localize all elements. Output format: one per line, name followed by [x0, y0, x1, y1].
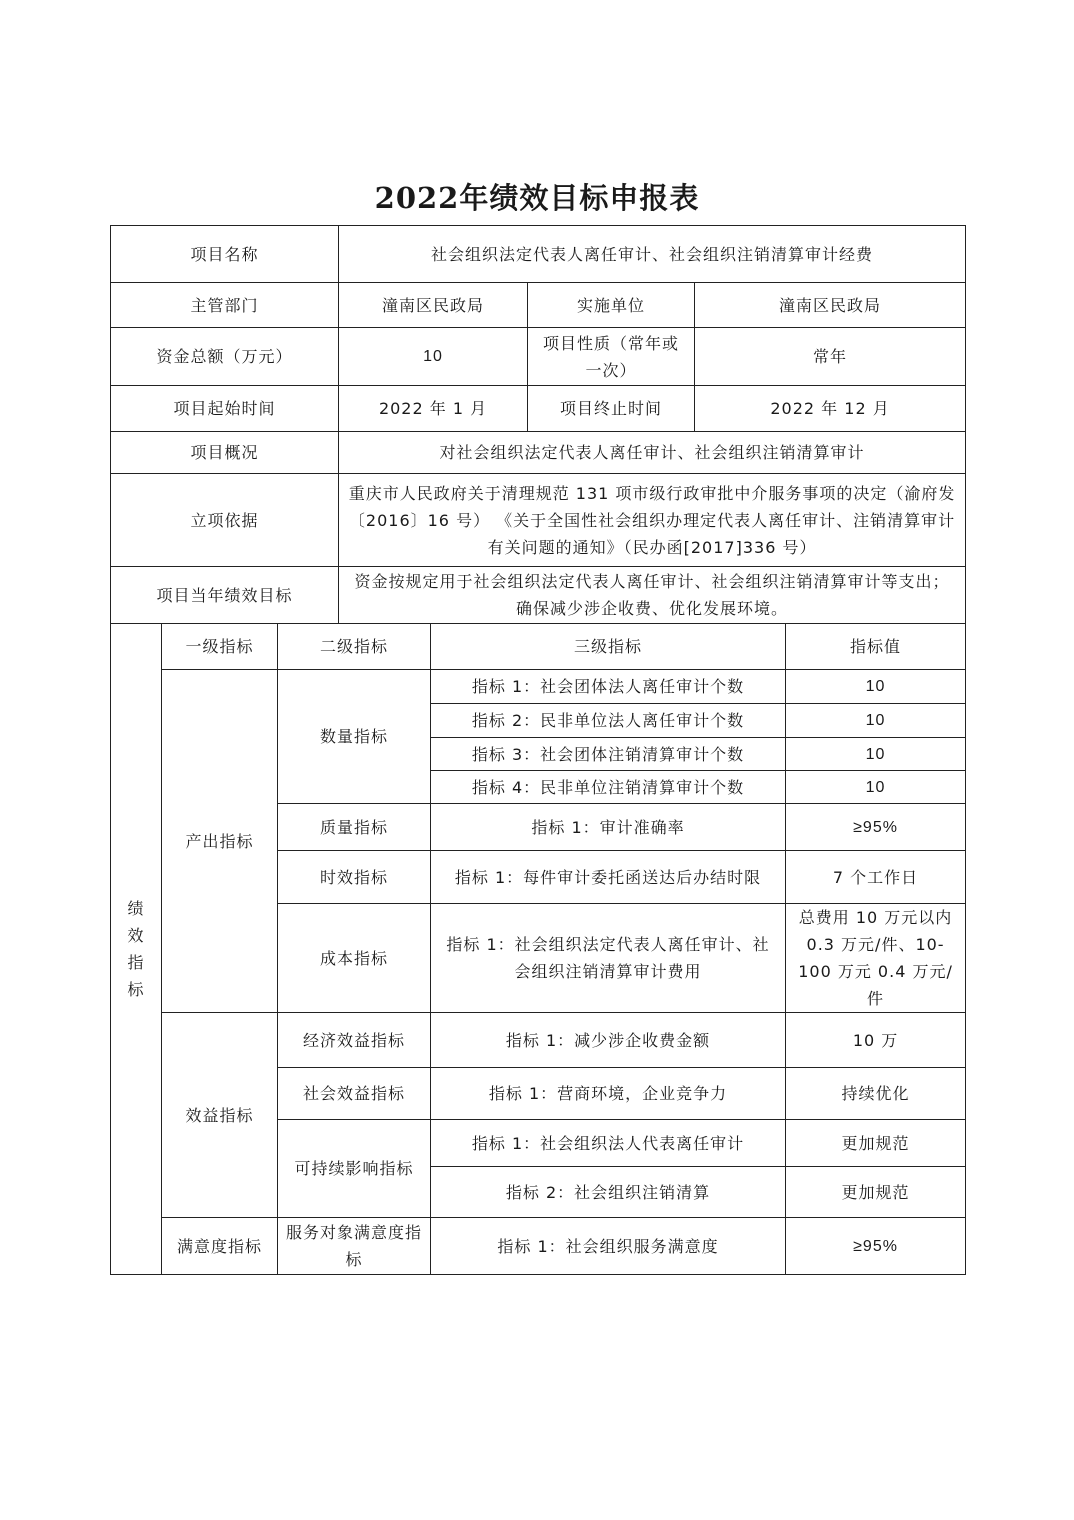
l3-value: ≥95%: [786, 1218, 966, 1275]
start-value: 2022 年 1 月: [339, 386, 528, 432]
l3-item: 指标 1：审计准确率: [431, 804, 786, 851]
l3-value: 持续优化: [786, 1068, 966, 1120]
l3-item: 指标 1：减少涉企收费金额: [431, 1013, 786, 1068]
l3-item: 指标 1：社会组织法定代表人离任审计、社会组织注销清算审计费用: [431, 904, 786, 1013]
dept-label: 主管部门: [111, 283, 339, 328]
l3-value: 10: [786, 670, 966, 704]
perf-side-char: 效: [127, 926, 145, 945]
overview-value: 对社会组织法定代表人离任审计、社会组织注销清算审计: [339, 432, 966, 474]
l3-value: 更加规范: [786, 1167, 966, 1218]
fund-label: 资金总额（万元）: [111, 328, 339, 386]
perf-side-char: 绩: [127, 899, 145, 918]
overview-label: 项目概况: [111, 432, 339, 474]
l2-social: 社会效益指标: [278, 1068, 431, 1120]
perf-side-char: 指: [127, 953, 145, 972]
header-level3: 三级指标: [431, 624, 786, 670]
l3-item: 指标 1：每件审计委托函送达后办结时限: [431, 851, 786, 904]
fund-value: 10: [339, 328, 528, 386]
l2-economic: 经济效益指标: [278, 1013, 431, 1068]
row-period: [111, 386, 966, 432]
impl-label: 实施单位: [528, 283, 695, 328]
l3-value: 10: [786, 704, 966, 738]
row-fund: [111, 328, 966, 386]
impl-value: 潼南区民政局: [695, 283, 966, 328]
project-name-label: 项目名称: [111, 226, 339, 283]
perf-side-label: [111, 624, 162, 1275]
row-overview: [111, 432, 966, 474]
performance-goal-table: [110, 225, 966, 1275]
l2-cost: 成本指标: [278, 904, 431, 1013]
l2-quantity: 数量指标: [278, 670, 431, 804]
start-label: 项目起始时间: [111, 386, 339, 432]
l3-value: 7 个工作日: [786, 851, 966, 904]
basis-value: 重庆市人民政府关于清理规范 131 项市级行政审批中介服务事项的决定（渝府发〔2016〕16 号） 《关于全国性社会组织办理定代表人离任审计、注销清算审计有关问题的通知》（民办函[2017]336 号）: [339, 474, 966, 567]
l3-item: 指标 4：民非单位注销清算审计个数: [431, 771, 786, 804]
l1-output: 产出指标: [162, 670, 278, 1013]
l3-item: 指标 2：社会组织注销清算: [431, 1167, 786, 1218]
table-row: [111, 1013, 966, 1068]
end-label: 项目终止时间: [528, 386, 695, 432]
l3-value: 总费用 10 万元以内 0.3 万元/件、10-100 万元 0.4 万元/件: [786, 904, 966, 1013]
perf-side-char: 标: [127, 980, 145, 999]
end-value: 2022 年 12 月: [695, 386, 966, 432]
header-level2: 二级指标: [278, 624, 431, 670]
l1-satisfaction: 满意度指标: [162, 1218, 278, 1275]
header-level1: 一级指标: [162, 624, 278, 670]
goal-label: 项目当年绩效目标: [111, 567, 339, 624]
l2-service: 服务对象满意度指标: [278, 1218, 431, 1275]
l2-quality: 质量指标: [278, 804, 431, 851]
nature-value: 常年: [695, 328, 966, 386]
row-basis: [111, 474, 966, 567]
l3-value: 10 万: [786, 1013, 966, 1068]
l3-value: 10: [786, 738, 966, 771]
table-row: [111, 1218, 966, 1275]
l3-value: ≥95%: [786, 804, 966, 851]
table-row: [111, 670, 966, 704]
row-goal: [111, 567, 966, 624]
row-dept: [111, 283, 966, 328]
l3-item: 指标 1：社会组织法人代表离任审计: [431, 1120, 786, 1167]
perf-header-row: [111, 624, 966, 670]
row-project-name: [111, 226, 966, 283]
header-value: 指标值: [786, 624, 966, 670]
l2-timeliness: 时效指标: [278, 851, 431, 904]
l3-item: 指标 1：社会团体法人离任审计个数: [431, 670, 786, 704]
l1-benefit: 效益指标: [162, 1013, 278, 1218]
l3-value: 更加规范: [786, 1120, 966, 1167]
l2-sustainable: 可持续影响指标: [278, 1120, 431, 1218]
l3-item: 指标 1：社会组织服务满意度: [431, 1218, 786, 1275]
goal-value: 资金按规定用于社会组织法定代表人离任审计、社会组织注销清算审计等支出；确保减少涉企收费、优化发展环境。: [339, 567, 966, 624]
l3-item: 指标 3：社会团体注销清算审计个数: [431, 738, 786, 771]
page-title: 2022年绩效目标申报表: [374, 181, 700, 215]
nature-label: 项目性质（常年或一次）: [528, 328, 695, 386]
basis-label: 立项依据: [111, 474, 339, 567]
dept-value: 潼南区民政局: [339, 283, 528, 328]
l3-value: 10: [786, 771, 966, 804]
project-name-value: 社会组织法定代表人离任审计、社会组织注销清算审计经费: [339, 226, 966, 283]
l3-item: 指标 1：营商环境，企业竞争力: [431, 1068, 786, 1120]
l3-item: 指标 2：民非单位法人离任审计个数: [431, 704, 786, 738]
